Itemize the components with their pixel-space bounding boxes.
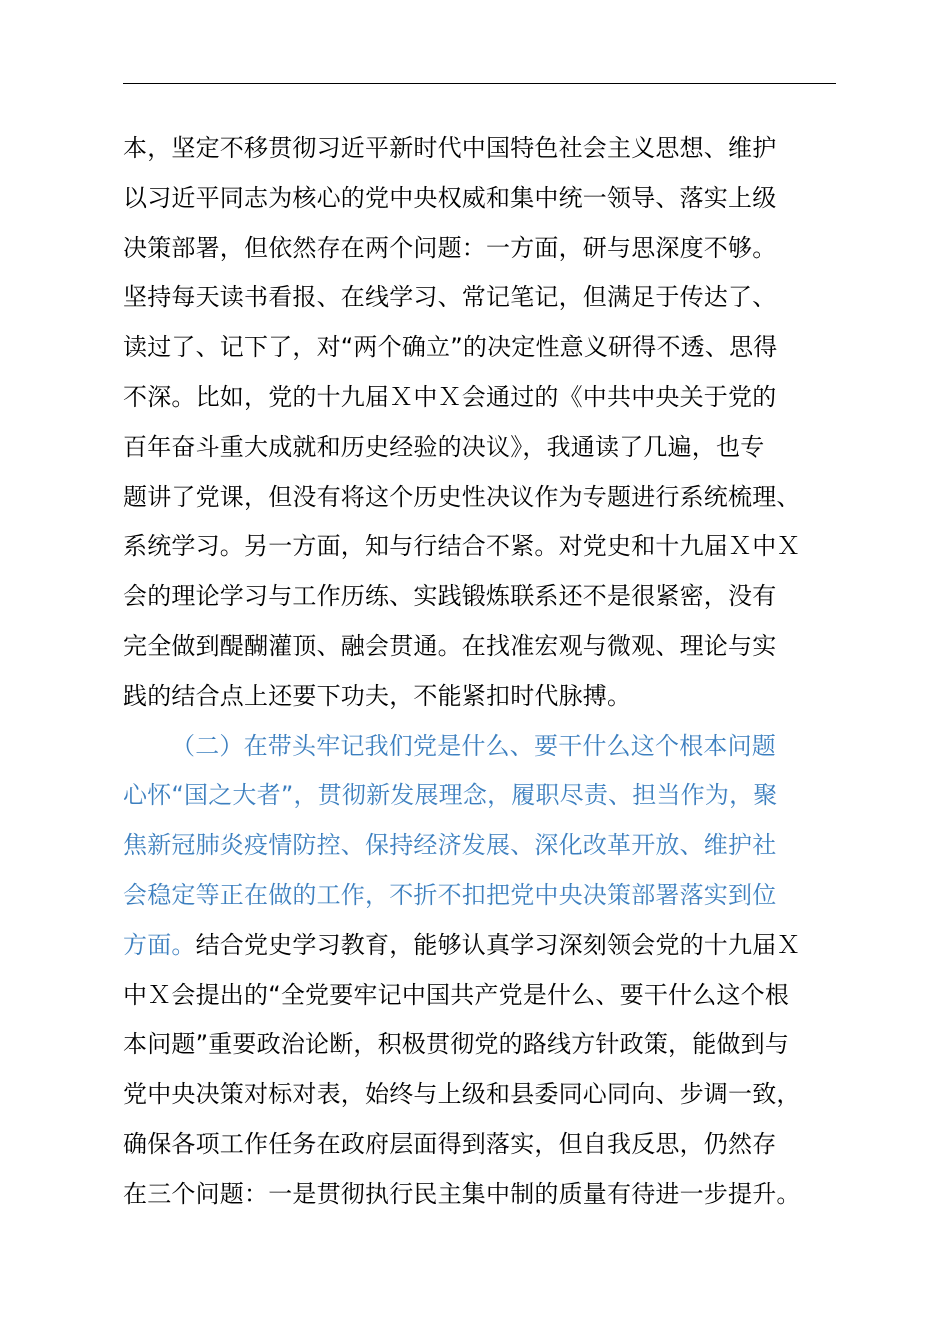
section-heading-line bbox=[123, 871, 858, 921]
text-plain: 读过了、记下了，对“两个确立”的决定性意义研得不透、思得 bbox=[123, 333, 778, 362]
section-heading-line bbox=[123, 821, 858, 871]
text-plain: 完全做到醍醐灌顶、融会贯通。在找准宏观与微观、理论与实 bbox=[123, 631, 777, 660]
text-plain: 确保各项工作任务在政府层面得到落实，但自我反思，仍然存 bbox=[123, 1129, 777, 1158]
text-plain: 中Ｘ会提出的“全党要牢记中国共产党是什么、要干什么这个根 bbox=[123, 980, 790, 1009]
text-line bbox=[123, 273, 858, 323]
text-line bbox=[123, 572, 858, 622]
text-plain: 题讲了党课，但没有将这个历史性决议作为专题进行系统梳理、 bbox=[123, 482, 801, 511]
text-line bbox=[123, 174, 858, 224]
text-line bbox=[123, 373, 858, 423]
text-line bbox=[123, 423, 858, 473]
text-plain: 在三个问题：一是贯彻执行民主集中制的质量有待进一步提升。 bbox=[123, 1179, 801, 1208]
text-plain: 坚持每天读书看报、在线学习、常记笔记，但满足于传达了、 bbox=[123, 283, 777, 312]
text-line bbox=[123, 1120, 858, 1170]
text-line bbox=[123, 124, 858, 174]
section-heading-line bbox=[123, 771, 858, 821]
body-text bbox=[123, 124, 858, 1220]
text-plain: 决策部署，但依然存在两个问题：一方面，研与思深度不够。 bbox=[123, 233, 777, 262]
text-line bbox=[123, 1170, 858, 1220]
text-line bbox=[123, 1070, 858, 1120]
section-heading-line bbox=[123, 722, 858, 772]
text-line bbox=[123, 921, 858, 971]
text-line bbox=[123, 1020, 858, 1070]
text-line bbox=[123, 323, 858, 373]
text-plain: 以习近平同志为核心的党中央权威和集中统一领导、落实上级 bbox=[123, 183, 777, 212]
text-plain: 践的结合点上还要下功夫，不能紧扣时代脉搏。 bbox=[123, 681, 632, 710]
header-rule bbox=[123, 83, 836, 84]
text-line bbox=[123, 224, 858, 274]
text-plain: 党中央决策对标对表，始终与上级和县委同心同向、步调一致， bbox=[123, 1080, 801, 1109]
section-heading-text: 焦新冠肺炎疫情防控、保持经济发展、深化改革开放、维护社 bbox=[123, 831, 777, 860]
text-line bbox=[123, 473, 858, 523]
text-line bbox=[123, 622, 858, 672]
section-heading-text: 心怀“国之大者”，贯彻新发展理念，履职尽责、担当作为，聚 bbox=[123, 781, 778, 810]
section-heading-text: （二）在带头牢记我们党是什么、要干什么这个根本问题 bbox=[171, 731, 776, 760]
text-plain: 会的理论学习与工作历练、实践锻炼联系还不是很紧密，没有 bbox=[123, 582, 777, 611]
text-line bbox=[123, 672, 858, 722]
text-plain: 结合党史学习教育，能够认真学习深刻领会党的十九届Ｘ bbox=[195, 930, 801, 959]
text-plain: 不深。比如，党的十九届Ｘ中Ｘ会通过的《中共中央关于党的 bbox=[123, 382, 777, 411]
text-line bbox=[123, 971, 858, 1021]
text-plain: 系统学习。另一方面，知与行结合不紧。对党史和十九届Ｘ中Ｘ bbox=[123, 532, 801, 561]
section-heading-text: 会稳定等正在做的工作，不折不扣把党中央决策部署落实到位 bbox=[123, 880, 777, 909]
section-heading-text: 方面。 bbox=[123, 930, 196, 959]
text-plain: 百年奋斗重大成就和历史经验的决议》，我通读了几遍，也专 bbox=[123, 432, 765, 461]
text-plain: 本，坚定不移贯彻习近平新时代中国特色社会主义思想、维护 bbox=[123, 134, 777, 162]
text-line bbox=[123, 522, 858, 572]
text-plain: 本问题”重要政治论断，积极贯彻党的路线方针政策，能做到与 bbox=[123, 1030, 790, 1059]
